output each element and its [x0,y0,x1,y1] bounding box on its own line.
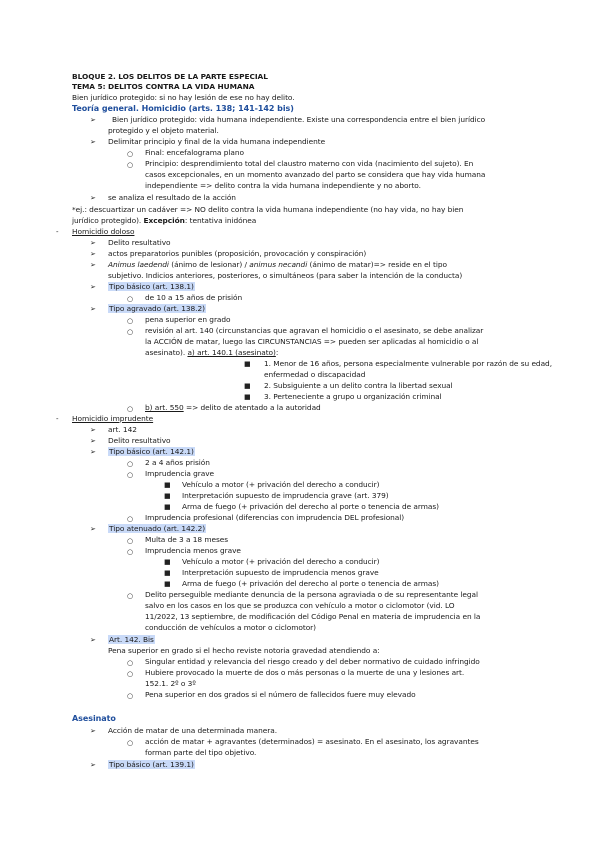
asesinato-heading: Asesinato [72,714,116,723]
circle-bullet-icon: ○ [127,548,134,556]
highlighted-heading: Art. 142. Bis [109,635,154,644]
square-bullet-icon: ■ [164,558,171,566]
tema-heading: TEMA 5: DELITOS CONTRA LA VIDA HUMANA [72,82,255,91]
arrow-bullet-icon: ➢ [90,437,96,445]
item-text: => delito de atentado a la autoridad [183,403,321,412]
circle-bullet-icon: ○ [127,692,134,700]
circle-bullet-icon: ○ [127,471,134,479]
circle-bullet-icon: ○ [127,161,134,169]
item-text: (ánimo de lesionar) / [168,260,250,269]
arrow-bullet-icon: ➢ [90,138,96,146]
agravado-tertiary-2: 2. Subsiguiente a un delito contra la libertad sexual [264,381,453,390]
basico-sub-2: Imprudencia grave [145,469,215,478]
teoria-heading: Teoría general. Homicidio (arts. 138; 141-142 bis) [72,104,294,113]
square-bullet-icon: ■ [164,580,171,588]
bis-sub-1: Singular entidad y relevancia del riesgo creado y del deber normativo de cuidado infringido [145,657,480,666]
circle-bullet-icon: ○ [127,537,134,545]
circle-bullet-icon: ○ [127,317,134,325]
circle-bullet-icon: ○ [127,739,134,747]
atenuado-sub-3-cont: salvo en los casos en los que se produzca con vehículo a motor o ciclomotor (vid. LO [145,601,455,610]
doloso-item-3-cont: subjetivo. Indicios anteriores, posteriores, o simultáneos (para saber la intención de la conducta) [108,271,463,280]
square-bullet-icon: ■ [244,360,251,368]
highlighted-heading: Tipo agravado (art. 138.2) [109,304,205,313]
arrow-bullet-icon: ➢ [90,448,96,456]
agravado-sub-2: revisión al art. 140 (circunstancias que agravan el homicidio o el asesinato, se debe analizar [145,326,484,335]
note-text: jurídico protegido). [72,216,144,225]
circle-bullet-icon: ○ [127,592,134,600]
teoria-item-1: Bien jurídico protegido: vida humana independiente. Existe una correspondencia entre el bien jurídico [112,115,486,124]
teoria-item-2: Delimitar principio y final de la vida humana independiente [108,137,326,146]
imprudente-basico [108,447,195,457]
atenuado-sub-1: Multa de 3 a 18 meses [145,535,229,544]
agravado-sub-2-cont [145,348,278,358]
circle-bullet-icon: ○ [127,405,134,413]
agravado-sub-1: pena superior en grado [145,315,231,324]
atenuado-tertiary-2: Interpretación supuesto de imprudencia menos grave [182,568,379,577]
note-excepcion: Excepción [143,216,185,225]
square-bullet-icon: ■ [164,569,171,577]
dash-bullet-icon: - [56,228,59,236]
asesinato-sub-1: acción de matar + agravantes (determinados) = asesinato. En el asesinato, los agravantes [145,737,479,746]
bien-juridico-line: Bien jurídico protegido: si no hay lesión de ese no hay delito. [72,93,295,102]
dash-bullet-icon: - [56,415,59,423]
circle-bullet-icon: ○ [127,515,134,523]
arrow-bullet-icon: ➢ [90,250,96,258]
highlighted-heading: Tipo básico (art. 139.1) [109,760,194,769]
imprudente-heading: Homicidio imprudente [72,414,154,423]
circle-bullet-icon: ○ [127,460,134,468]
animus-necandi: animus necandi [249,260,308,269]
doloso-item-3 [108,260,447,270]
teoria-item-3: se analiza el resultado de la acción [108,193,236,202]
highlighted-heading: Tipo atenuado (art. 142.2) [109,524,206,533]
note-text: : tentativa inidónea [184,216,257,225]
teoria-note-cont [72,216,256,226]
basico-sub-3: Imprudencia profesional (diferencias con imprudencia DEL profesional) [145,513,405,522]
art-140-1-link: a) art. 140.1 (asesinato) [187,348,276,357]
doloso-heading: Homicidio doloso [72,227,135,236]
circle-bullet-icon: ○ [127,150,134,158]
doloso-basico-sub: de 10 a 15 años de prisión [145,293,243,302]
bloque-heading: BLOQUE 2. LOS DELITOS DE LA PARTE ESPECIAL [72,72,268,81]
doloso-item-2: actos preparatorios punibles (proposición, provocación y conspiración) [108,249,367,258]
teoria-item-1-cont: protegido y el objeto material. [108,126,219,135]
item-text: : [275,348,279,357]
imprudente-item-2: Delito resultativo [108,436,171,445]
item-text: asesinato). [145,348,188,357]
square-bullet-icon: ■ [164,492,171,500]
square-bullet-icon: ■ [244,393,251,401]
art-550-link: b) art. 550 [145,403,184,412]
imprudente-bis [108,635,155,645]
square-bullet-icon: ■ [164,481,171,489]
doloso-basico [108,282,195,292]
imprudente-item-1: art. 142 [108,425,137,434]
circle-bullet-icon: ○ [127,670,134,678]
agravado-tertiary-1-cont: enfermedad o discapacidad [264,370,366,379]
highlighted-heading: Tipo básico (art. 142.1) [109,447,194,456]
asesinato-item-1: Acción de matar de una determinada manera. [108,726,278,735]
arrow-bullet-icon: ➢ [90,116,96,124]
teoria-sub-2-cont: casos excepcionales, en un momento avanzado del parto se considera que hay vida humana [145,170,486,179]
basico-tertiary-2: Interpretación supuesto de imprudencia grave (art. 379) [182,491,389,500]
square-bullet-icon: ■ [164,503,171,511]
circle-bullet-icon: ○ [127,328,134,336]
bis-paragraph: Pena superior en grado si el hecho reviste notoria gravedad atendiendo a: [108,646,380,655]
atenuado-tertiary-3: Arma de fuego (+ privación del derecho al porte o tenencia de armas) [182,579,440,588]
arrow-bullet-icon: ➢ [90,305,96,313]
basico-sub-1: 2 a 4 años prisión [145,458,210,467]
circle-bullet-icon: ○ [127,659,134,667]
teoria-note: *ej.: descuartizar un cadáver => NO delito contra la vida humana independiente (no hay vida, no hay bien [72,205,464,214]
circle-bullet-icon: ○ [127,295,134,303]
arrow-bullet-icon: ➢ [90,636,96,644]
highlighted-heading: Tipo básico (art. 138.1) [109,282,194,291]
atenuado-tertiary-1: Vehículo a motor (+ privación del derecho a conducir) [182,557,380,566]
agravado-sub-2-cont: la ACCIÓN de matar, luego las CIRCUNSTANCIAS => pueden ser aplicadas al homicidio o al [145,337,479,346]
atenuado-sub-3-cont: 11/2022, 13 septiembre, de modificación del Código Penal en materia de imprudencia en la [145,612,481,621]
asesinato-basico [108,760,195,770]
basico-tertiary-3: Arma de fuego (+ privación del derecho al porte o tenencia de armas) [182,502,440,511]
imprudente-atenuado [108,524,206,534]
atenuado-sub-3-cont: conducción de vehículos a motor o ciclomotor) [145,623,316,632]
teoria-sub-1: Final: encefalograma plano [145,148,244,157]
item-text: (ánimo de matar)=> reside en el tipo [307,260,447,269]
square-bullet-icon: ■ [244,382,251,390]
arrow-bullet-icon: ➢ [90,727,96,735]
teoria-sub-2: Principio: desprendimiento total del claustro materno con vida (nacimiento del sujeto). En [145,159,474,168]
bis-sub-2-cont: 152.1. 2º o 3º [145,679,196,688]
asesinato-sub-1-cont: forman parte del tipo objetivo. [145,748,257,757]
doloso-item-1: Delito resultativo [108,238,171,247]
agravado-tertiary-3: 3. Perteneciente a grupo u organización criminal [264,392,442,401]
bis-sub-3: Pena superior en dos grados si el número de fallecidos fuere muy elevado [145,690,416,699]
arrow-bullet-icon: ➢ [90,761,96,769]
arrow-bullet-icon: ➢ [90,426,96,434]
atenuado-sub-2: Imprudencia menos grave [145,546,241,555]
arrow-bullet-icon: ➢ [90,239,96,247]
teoria-sub-2-cont: independiente => delito contra la vida humana independiente y no aborto. [145,181,421,190]
agravado-tertiary-1: 1. Menor de 16 años, persona especialmente vulnerable por razón de su edad, [264,359,552,368]
doloso-agravado [108,304,206,314]
arrow-bullet-icon: ➢ [90,525,96,533]
basico-tertiary-1: Vehículo a motor (+ privación del derecho a conducir) [182,480,380,489]
arrow-bullet-icon: ➢ [90,194,96,202]
arrow-bullet-icon: ➢ [90,261,96,269]
atenuado-sub-3: Delito perseguible mediante denuncia de la persona agraviada o de su representante legal [145,590,479,599]
arrow-bullet-icon: ➢ [90,283,96,291]
animus-laedendi: Animus laedendi [108,260,169,269]
bis-sub-2: Hubiere provocado la muerte de dos o más personas o la muerte de una y lesiones art. [145,668,465,677]
agravado-sub-3 [145,403,321,413]
